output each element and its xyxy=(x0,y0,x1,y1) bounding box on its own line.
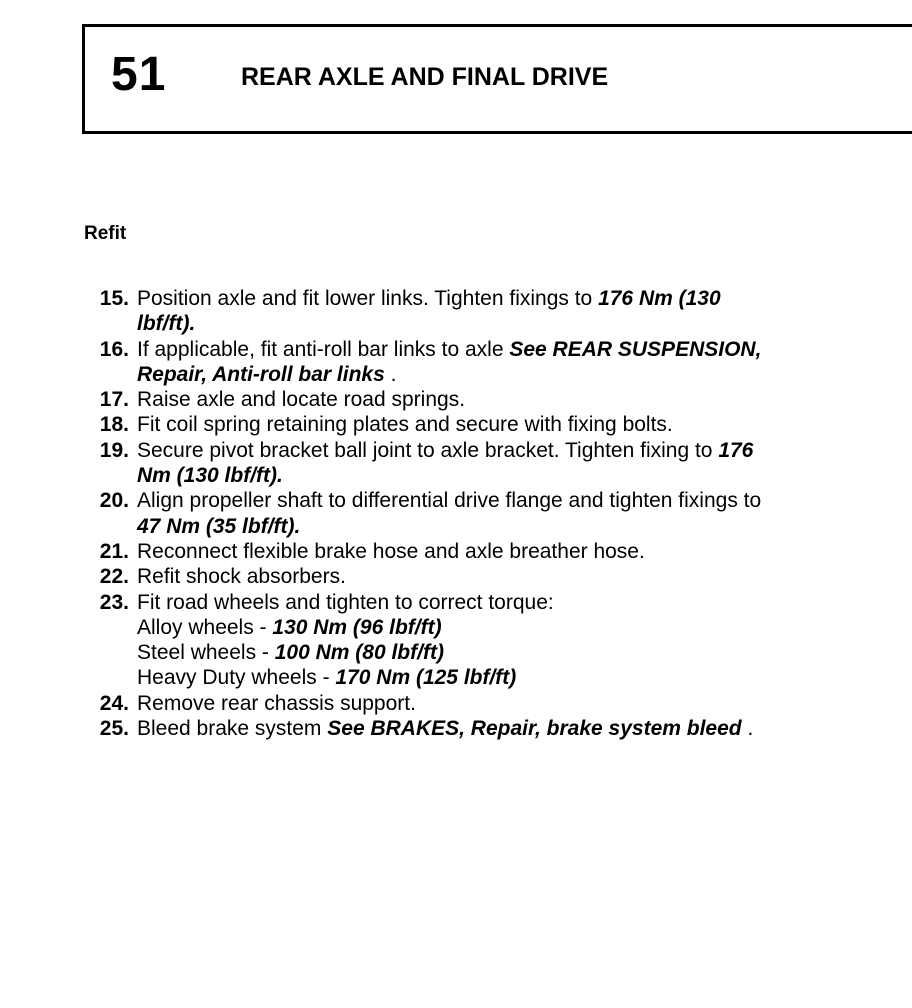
step-number: 21. xyxy=(99,539,129,563)
step-text: Reconnect flexible brake hose and axle breather hose. xyxy=(137,539,645,563)
step-text: Refit shock absorbers. xyxy=(137,565,346,589)
cross-reference: See BRAKES, Repair, brake system bleed xyxy=(327,717,742,741)
section-header xyxy=(82,24,912,134)
step-instruction: Position axle and fit lower links. Tighten fixings to xyxy=(137,287,599,310)
step-25 xyxy=(88,716,768,741)
torque-line-alloy xyxy=(137,615,768,640)
torque-spec: 176 Nm (130 lbf/ft). xyxy=(137,287,721,336)
step-23 xyxy=(88,590,768,691)
torque-label: Steel wheels - xyxy=(137,641,275,665)
section-number: 51 xyxy=(111,48,167,101)
step-text: Fit coil spring retaining plates and secure with fixing bolts. xyxy=(137,413,673,437)
step-text xyxy=(137,337,768,388)
step-text: Raise axle and locate road springs. xyxy=(137,388,466,412)
step-24 xyxy=(88,691,768,716)
step-text: Remove rear chassis support. xyxy=(137,691,416,715)
step-number: 25. xyxy=(99,717,129,741)
step-17 xyxy=(88,387,768,412)
step-number: 18. xyxy=(99,413,129,437)
step-number: 15. xyxy=(99,287,129,310)
torque-line-steel xyxy=(137,640,768,665)
torque-line-heavy-duty xyxy=(137,665,768,690)
step-instruction: Fit road wheels and tighten to correct torque: xyxy=(137,590,554,614)
step-number: 17. xyxy=(99,388,129,412)
torque-spec: 170 Nm (125 lbf/ft) xyxy=(335,666,517,690)
torque-label: Alloy wheels - xyxy=(137,615,273,639)
refit-steps-list xyxy=(88,286,768,741)
step-15 xyxy=(88,286,768,337)
step-tail: . xyxy=(741,717,754,741)
step-number: 16. xyxy=(99,337,129,361)
step-instruction: Secure pivot bracket ball joint to axle bracket. Tighten fixing to xyxy=(137,438,719,462)
step-number: 20. xyxy=(99,489,129,513)
torque-spec: 47 Nm (35 lbf/ft). xyxy=(137,514,301,538)
step-number: 24. xyxy=(99,691,129,715)
step-21 xyxy=(88,539,768,564)
step-20 xyxy=(88,488,768,539)
step-16 xyxy=(88,337,768,388)
torque-spec: 176 Nm (130 lbf/ft). xyxy=(137,438,754,488)
step-tail: . xyxy=(384,362,397,386)
step-text xyxy=(137,590,768,691)
step-number: 23. xyxy=(99,590,129,614)
section-title: REAR AXLE AND FINAL DRIVE xyxy=(241,63,609,91)
step-text xyxy=(137,438,768,489)
torque-spec: 130 Nm (96 lbf/ft) xyxy=(272,615,442,639)
step-number: 19. xyxy=(99,438,129,462)
step-text xyxy=(137,716,768,741)
refit-heading: Refit xyxy=(84,223,127,244)
step-18 xyxy=(88,412,768,437)
step-text xyxy=(137,286,768,337)
torque-spec: 100 Nm (80 lbf/ft) xyxy=(274,641,444,665)
step-19 xyxy=(88,438,768,489)
step-22 xyxy=(88,564,768,589)
torque-label: Heavy Duty wheels - xyxy=(137,666,336,690)
step-text xyxy=(137,488,768,539)
step-instruction: If applicable, fit anti-roll bar links to axle xyxy=(137,337,510,361)
cross-reference: See REAR SUSPENSION, Repair, Anti-roll bar links xyxy=(137,337,762,386)
step-number: 22. xyxy=(99,565,129,589)
step-instruction: Bleed brake system xyxy=(137,717,328,741)
step-instruction: Align propeller shaft to differential drive flange and tighten fixings to xyxy=(137,489,762,513)
